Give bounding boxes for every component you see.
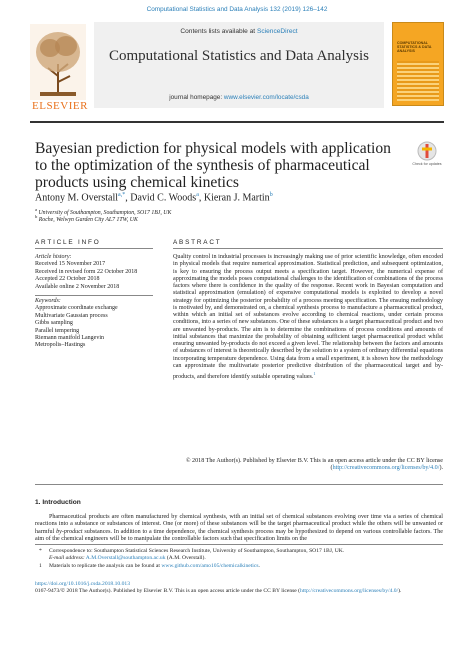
keyword-item: Gibbs sampling xyxy=(35,320,73,327)
journal-cover-thumbnail[interactable] xyxy=(392,22,444,106)
running-head[interactable]: Computational Statistics and Data Analysis 132 (2019) 126–142 xyxy=(146,6,328,13)
history-item: Available online 2 November 2018 xyxy=(35,283,120,290)
journal-banner xyxy=(30,18,444,116)
history-item: Received 15 November 2017 xyxy=(35,261,106,268)
license-link[interactable]: http://creativecommons.org/licenses/by/4.0/ xyxy=(332,465,440,472)
crossmark-icon xyxy=(412,140,442,162)
keyword-item: Metropolis–Hastings xyxy=(35,342,86,349)
history-item: Received in revised form 22 October 2018 xyxy=(35,268,138,275)
footnotes xyxy=(35,548,443,571)
copyright-license-link[interactable]: http://creativecommons.org/licenses/by/4.0/ xyxy=(300,587,399,594)
keywords xyxy=(35,298,153,350)
bottom-metadata xyxy=(35,581,443,595)
abstract-license: © 2018 The Author(s). Published by Elsevier B.V. This is an open access article under the CC BY license (http://creativecommons.org/licenses/by/4.0/). xyxy=(185,458,443,472)
sciencedirect-link[interactable]: ScienceDirect xyxy=(256,28,298,35)
divider xyxy=(35,295,153,296)
history-label: Article history: xyxy=(35,254,72,260)
crossmark-label: Check for updates xyxy=(412,162,442,166)
abstract-body: Quality control in industrial processes is increasingly making use of prior scientific knowledge, often encoded in physical models that require numerical approximation. Statistical prediction, and subsequent optimization, is key to ensuring the process output meets a specification target. However, the numerical expense of approximating the models poses computational challenges to the identification of combinations of the process factors where there is confidence in the quality of the response. Recent work in Bayesian computation and statistical approximation (emulation) of expensive computational models is exploited to develop a novel strategy for optimizing the posterior probability of a process meeting specification. The ensuing methodology is motivated by, and demonstrated on, a chemical synthesis process to manufacture a pharmaceutical product, within which an initial set of substances evolve according to chemical reactions, under certain process conditions, into a series of new substances. One of these substances is a target pharmaceutical product and two are unwanted by-products. The aim is to determine the combinations of process conditions and amounts of initial substances that maximize the probability of obtaining sufficient target pharmaceutical product whilst ensuring unwanted by-products do not exceed a given level. The relationship between the factors and amounts of substances of interest is theoretically described by the solution to a system of ordinary differential equations incorporating temperature dependence. Using data from a small experiment, it is shown how the methodology can approximate the multivariate posterior predictive distribution of the pharmaceutical target and by-products, and therefore identify suitable operating values.$^1$ xyxy=(173,254,443,381)
journal-name: Computational Statistics and Data Analysis xyxy=(109,48,369,64)
author-name[interactable]: Antony M. Overstall xyxy=(35,192,119,204)
author-sup[interactable]: a,* xyxy=(118,192,126,198)
introduction-body: Pharmaceutical products are often manufactured by chemical synthesis, with an initial set of chemical substances evolving over time via a series of chemical reactions into a substance or substances of interest. One (or more) of these substances will be the target pharmaceutical product while the others will be unwanted or harmful by-product substances. In addition to a time dependence, the chemical synthesis process may be hypothesized to depend on various controllable factors. The aim of the chemical engineers will be to manipulate the controllable factors such that specification limits on the xyxy=(35,514,443,543)
divider xyxy=(35,484,443,485)
article-history xyxy=(35,254,153,291)
footnote-divider xyxy=(35,544,443,545)
keyword-item: Multivariate Gaussian process xyxy=(35,312,108,319)
homepage-line: journal homepage: www.elsevier.com/locate/csda xyxy=(169,94,309,101)
author-sup[interactable]: b xyxy=(269,192,273,198)
article-title: Bayesian prediction for physical models with application to the optimization of the synthesis of pharmaceutical products using chemical kinetics xyxy=(35,140,391,191)
author-name[interactable]: Kieran J. Martin xyxy=(203,192,270,204)
crossmark-badge[interactable] xyxy=(412,140,442,176)
author-name[interactable]: David C. Woods xyxy=(130,192,197,204)
section-heading: 1. Introduction xyxy=(35,499,81,506)
affiliation: $^b$ Roche, Welwyn Garden City AL7 1TW, UK xyxy=(35,214,138,223)
article-info-heading: ARTICLE INFO xyxy=(35,239,101,246)
keywords-label: Keywords: xyxy=(35,298,61,304)
history-item: Accepted 22 October 2018 xyxy=(35,276,100,283)
footnote: 1 Materials to replicate the analysis can be found at www.github.com/amo105/chemicalkinetics. xyxy=(39,563,260,569)
affiliation: $^a$ University of Southampton, Southampton, SO17 1BJ, UK xyxy=(35,207,172,216)
elsevier-tree-logo-icon xyxy=(30,24,86,108)
contents-line: Contents lists available at ScienceDirect xyxy=(180,28,298,35)
divider xyxy=(173,248,443,249)
email-link[interactable]: A.M.Overstall@southampton.ac.uk xyxy=(85,555,166,561)
github-link[interactable]: www.github.com/amo105/chemicalkinetics xyxy=(161,563,259,569)
cover-title: COMPUTATIONAL STATISTICS & DATA ANALYSIS xyxy=(397,41,432,54)
keyword-item: Riemann manifold Langevin xyxy=(35,335,104,342)
publisher-wordmark: ELSEVIER xyxy=(32,100,88,112)
footnote: * Correspondence to: Southampton Statistical Sciences Research Institute, University of Southampton, Southampton, SO17 1BJ, UK. E-mail address: A.M.Overstall@southampton.ac.uk (A.M. Overstall). xyxy=(39,548,345,561)
cover-pattern xyxy=(397,61,439,101)
divider xyxy=(35,248,153,249)
header-rule xyxy=(30,121,444,123)
keyword-item: Approximate coordinate exchange xyxy=(35,305,118,312)
footnote-ref[interactable]: 1 xyxy=(313,371,316,377)
abstract-heading: ABSTRACT xyxy=(173,239,222,246)
doi-link[interactable]: https://doi.org/10.1016/j.csda.2018.10.013 xyxy=(35,581,130,587)
journal-header-box xyxy=(94,22,384,108)
keyword-item: Parallel tempering xyxy=(35,327,80,334)
homepage-link[interactable]: www.elsevier.com/locate/csda xyxy=(223,94,309,101)
author-sup[interactable]: a xyxy=(196,192,199,198)
copyright-line: 0167-9473/© 2018 The Author(s). Published by Elsevier B.V. This is an open access article under the CC BY license (http://creativecommons.org/licenses/by/4.0/). xyxy=(35,587,402,594)
author-list: Antony M. Overstall$^{a,*}$, David C. Woods$^a$, Kieran J. Martin$^b$ xyxy=(35,192,273,204)
